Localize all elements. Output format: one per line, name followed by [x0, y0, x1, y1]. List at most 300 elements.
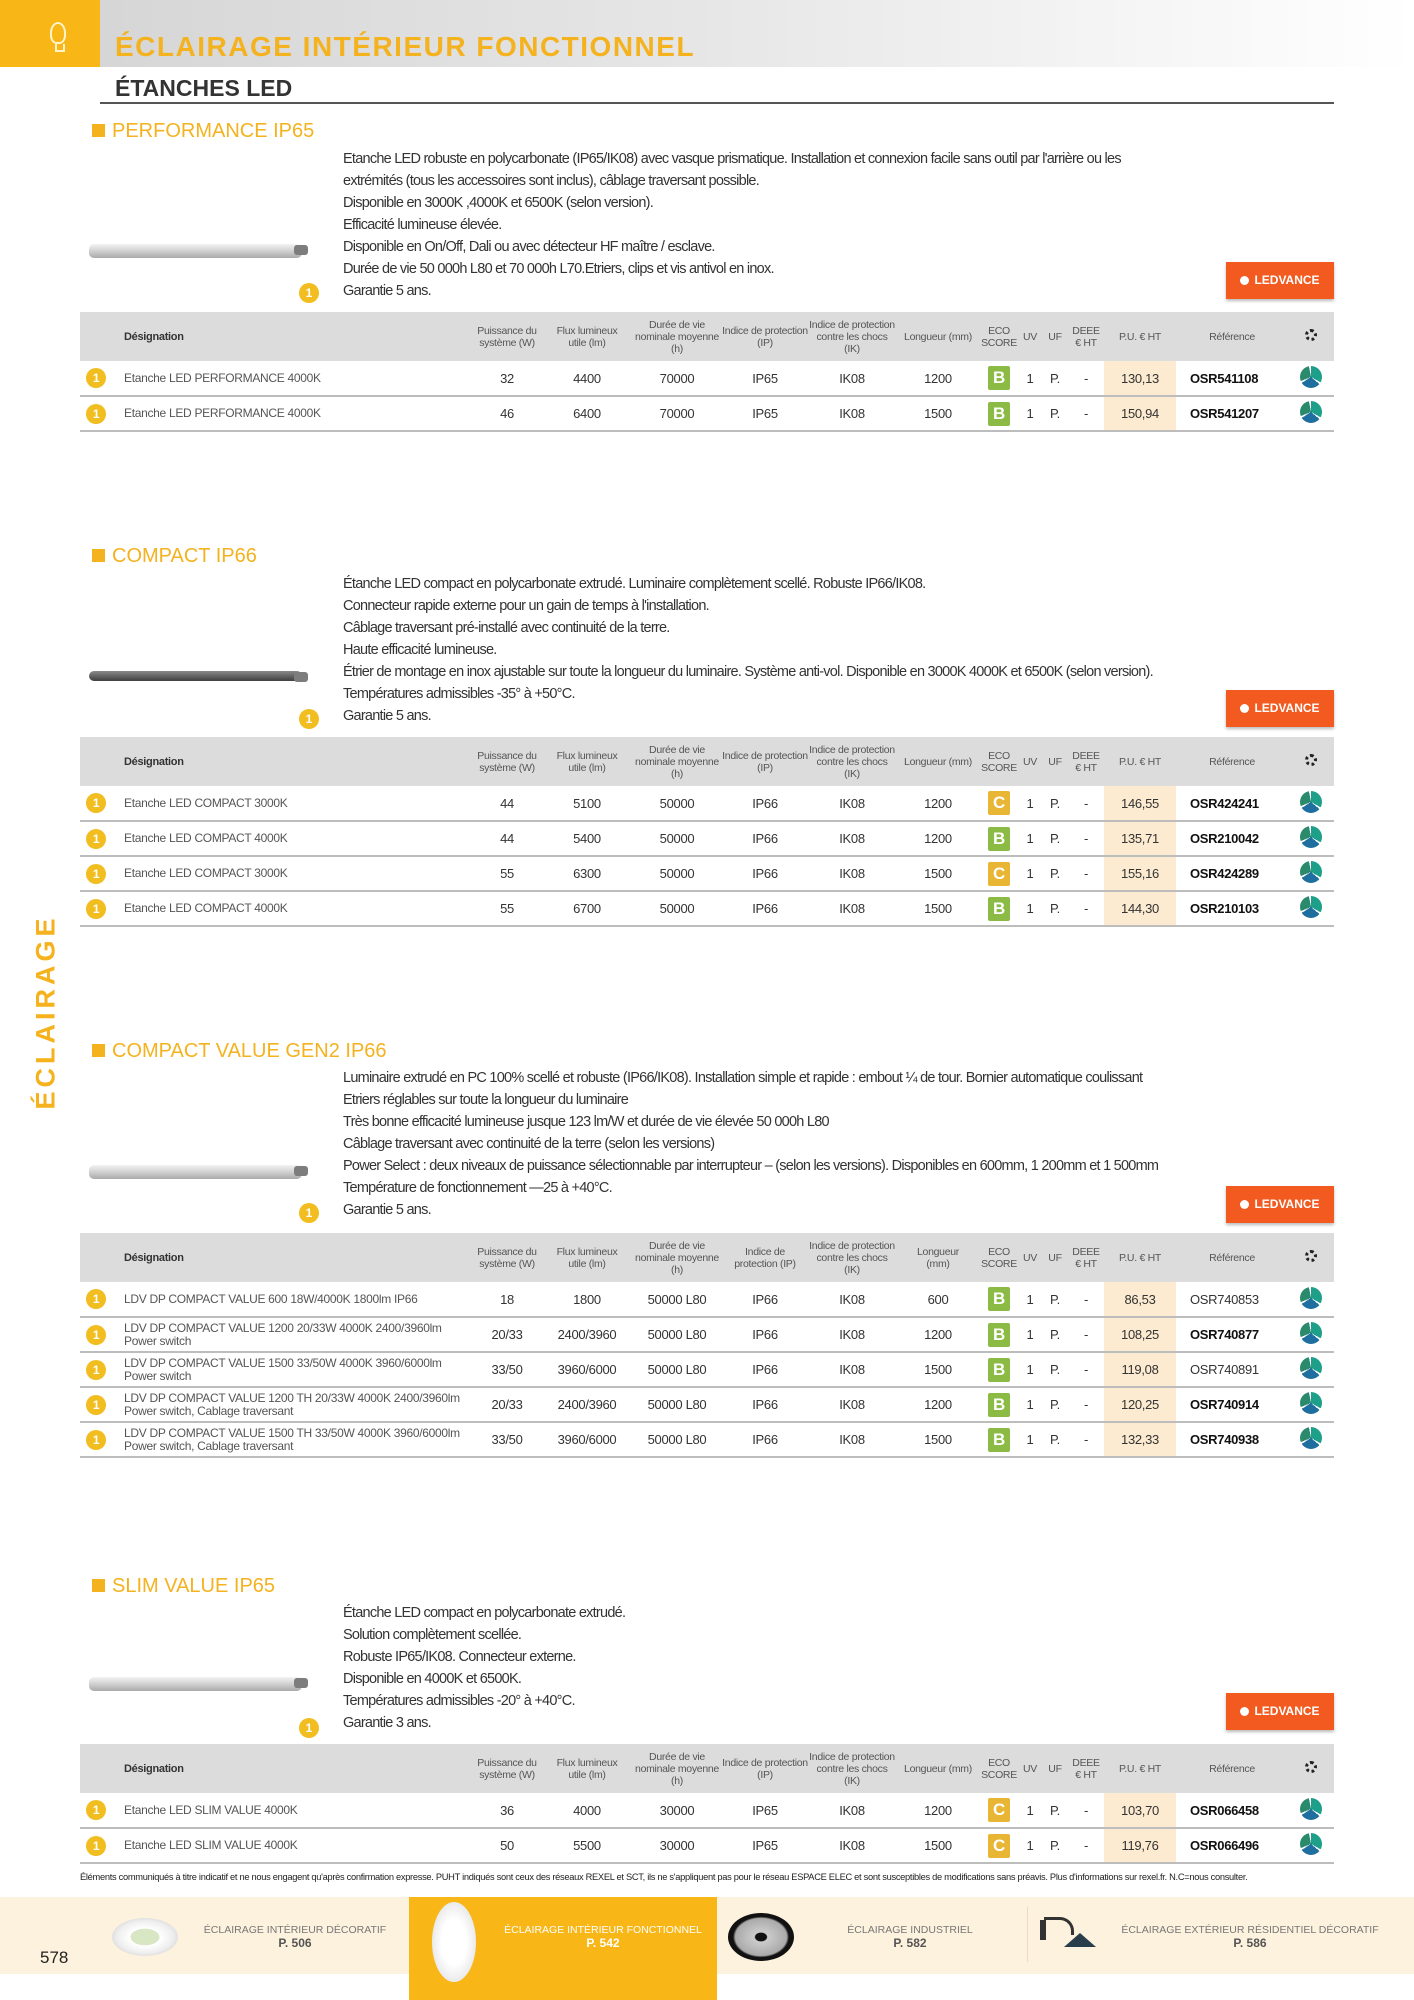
description-line: Robuste IP65/IK08. Connecteur externe. — [343, 1649, 576, 1665]
recycling-icon — [1300, 1833, 1322, 1855]
footer-nav-item-exterieur[interactable] — [1100, 1897, 1400, 1974]
cell-uv: 1 — [1018, 786, 1042, 821]
recycling-icon — [1300, 826, 1322, 848]
section-title: COMPACT VALUE GEN2 IP66 — [92, 1040, 387, 1063]
product-table — [80, 1233, 1334, 1458]
product-table — [80, 312, 1334, 432]
cell-reference[interactable]: OSR740891 — [1176, 1352, 1288, 1387]
footer-nav-item-decoratif[interactable] — [190, 1897, 400, 1974]
column-header: Référence — [1176, 1744, 1288, 1793]
recycling-icon — [1300, 861, 1322, 883]
section-title: PERFORMANCE IP65 — [92, 120, 314, 143]
availability-badge: 1 — [86, 899, 106, 919]
column-header: Longueur (mm) — [896, 312, 980, 361]
cell-reference[interactable]: OSR210042 — [1176, 821, 1288, 856]
recessed-light-icon — [112, 1918, 178, 1956]
cell-duree: 30000 — [632, 1793, 722, 1828]
designation: Etanche LED SLIM VALUE 4000K — [112, 1828, 472, 1863]
column-header: UF — [1042, 1744, 1068, 1793]
cell-reference[interactable]: OSR541207 — [1176, 396, 1288, 431]
cell-puissance: 32 — [472, 361, 542, 396]
designation: Etanche LED COMPACT 3000K — [112, 786, 472, 821]
footer-nav-page: P. 506 — [278, 1936, 312, 1950]
table-row[interactable] — [80, 891, 1334, 926]
cell-uv: 1 — [1018, 856, 1042, 891]
ledvance-logo: LEDVANCE — [1226, 1186, 1334, 1223]
cell-ip: IP66 — [722, 891, 808, 926]
column-header: Durée de vie nominale moyenne (h) — [632, 1744, 722, 1793]
cell-deee: - — [1068, 1387, 1104, 1422]
column-header — [80, 312, 112, 361]
cell-reference[interactable]: OSR424241 — [1176, 786, 1288, 821]
table-row[interactable] — [80, 786, 1334, 821]
availability-badge: 1 — [86, 829, 106, 849]
cell-reference[interactable]: OSR066496 — [1176, 1828, 1288, 1863]
cell-duree: 30000 — [632, 1828, 722, 1863]
column-header: Référence — [1176, 1233, 1288, 1282]
column-header: Indice de protection (IP) — [722, 312, 808, 361]
page-subtitle: ÉTANCHES LED — [115, 75, 293, 101]
cell-puissance: 55 — [472, 856, 542, 891]
column-header: Flux lumineux utile (lm) — [542, 312, 632, 361]
header-icon-box — [0, 0, 100, 67]
description-line: Solution complètement scellée. — [343, 1627, 522, 1643]
column-header: P.U. € HT — [1104, 1233, 1176, 1282]
column-header: P.U. € HT — [1104, 312, 1176, 361]
lightbulb-icon — [50, 22, 66, 44]
description-line: Efficacité lumineuse élevée. — [343, 217, 502, 233]
availability-badge: 1 — [86, 368, 106, 388]
availability-badge: 1 — [86, 404, 106, 424]
table-row[interactable] — [80, 1282, 1334, 1317]
column-header: Référence — [1176, 312, 1288, 361]
column-header: Durée de vie nominale moyenne (h) — [632, 312, 722, 361]
column-header: Flux lumineux utile (lm) — [542, 1744, 632, 1793]
cell-flux: 4000 — [542, 1793, 632, 1828]
cell-deee: - — [1068, 1352, 1104, 1387]
ledvance-logo: LEDVANCE — [1226, 1693, 1334, 1730]
cell-price: 135,71 — [1104, 821, 1176, 856]
ledvance-logo: LEDVANCE — [1226, 262, 1334, 299]
column-header: DEEE € HT — [1068, 1233, 1104, 1282]
recycling-icon — [1300, 1287, 1322, 1309]
cell-reference[interactable]: OSR424289 — [1176, 856, 1288, 891]
cell-longueur: 1500 — [896, 1422, 980, 1457]
cell-uv: 1 — [1018, 361, 1042, 396]
availability-badge: 1 — [86, 1430, 106, 1450]
description-line: Températures admissibles -35° à +50°C. — [343, 686, 575, 702]
cell-uv: 1 — [1018, 1387, 1042, 1422]
column-header: Indice de protection contre les chocs (IK) — [808, 737, 896, 786]
cell-flux: 4400 — [542, 361, 632, 396]
table-row[interactable] — [80, 1793, 1334, 1828]
product-description — [343, 573, 1153, 727]
cell-duree: 70000 — [632, 396, 722, 431]
column-header — [80, 1744, 112, 1793]
eco-score-badge: B — [988, 1287, 1010, 1311]
column-header: Durée de vie nominale moyenne (h) — [632, 737, 722, 786]
cell-duree: 50000 — [632, 856, 722, 891]
cell-ik: IK08 — [808, 1317, 896, 1352]
recycling-icon — [1300, 401, 1322, 423]
column-header: P.U. € HT — [1104, 1744, 1176, 1793]
cell-reference[interactable]: OSR740914 — [1176, 1387, 1288, 1422]
cell-uf: P. — [1042, 786, 1068, 821]
cell-deee: - — [1068, 891, 1104, 926]
availability-badge: 1 — [86, 1289, 106, 1309]
cell-ip: IP66 — [722, 821, 808, 856]
cell-longueur: 1500 — [896, 891, 980, 926]
page-title: ÉCLAIRAGE INTÉRIEUR FONCTIONNEL — [115, 31, 696, 62]
description-line: Disponible en On/Off, Dali ou avec détecteur HF maître / esclave. — [343, 239, 715, 255]
column-header: Puissance du système (W) — [472, 1233, 542, 1282]
cell-price: 130,13 — [1104, 361, 1176, 396]
description-line: Haute efficacité lumineuse. — [343, 642, 497, 658]
availability-badge: 1 — [86, 1395, 106, 1415]
table-header-row — [80, 1744, 1334, 1793]
cell-flux: 6400 — [542, 396, 632, 431]
recycling-icon — [1300, 791, 1322, 813]
column-header: Flux lumineux utile (lm) — [542, 737, 632, 786]
designation: Etanche LED COMPACT 4000K — [112, 891, 472, 926]
designation: LDV DP COMPACT VALUE 600 18W/4000K 1800lm IP66 — [112, 1282, 472, 1317]
cell-flux: 3960/6000 — [542, 1422, 632, 1457]
column-header: DEEE € HT — [1068, 737, 1104, 786]
ledvance-logo: LEDVANCE — [1226, 690, 1334, 727]
cell-flux: 2400/3960 — [542, 1387, 632, 1422]
eco-score-badge: B — [988, 1393, 1010, 1417]
description-line: Câblage traversant pré-installé avec continuité de la terre. — [343, 620, 670, 636]
cell-flux: 5500 — [542, 1828, 632, 1863]
availability-badge: 1 — [299, 709, 319, 729]
cell-uv: 1 — [1018, 1282, 1042, 1317]
cell-longueur: 1500 — [896, 856, 980, 891]
cell-price: 155,16 — [1104, 856, 1176, 891]
column-header: Indice de protection contre les chocs (IK) — [808, 312, 896, 361]
description-line: Etriers réglables sur toute la longueur du luminaire — [343, 1092, 629, 1108]
table-row[interactable] — [80, 1352, 1334, 1387]
cell-ik: IK08 — [808, 786, 896, 821]
column-header: UV — [1018, 312, 1042, 361]
cell-reference[interactable]: OSR541108 — [1176, 361, 1288, 396]
column-header — [80, 1233, 112, 1282]
cell-ip: IP66 — [722, 1352, 808, 1387]
highbay-light-icon — [728, 1913, 794, 1961]
product-description — [343, 148, 1121, 302]
cell-flux: 3960/6000 — [542, 1352, 632, 1387]
cell-deee: - — [1068, 1828, 1104, 1863]
cell-price: 146,55 — [1104, 786, 1176, 821]
table-row[interactable] — [80, 361, 1334, 396]
cell-deee: - — [1068, 856, 1104, 891]
page-number: 578 — [40, 1948, 69, 1967]
column-header: Référence — [1176, 737, 1288, 786]
eco-score-badge: B — [988, 1428, 1010, 1452]
footer-nav-label: ÉCLAIRAGE INDUSTRIEL — [847, 1924, 973, 1936]
cell-price: 144,30 — [1104, 891, 1176, 926]
product-table — [80, 737, 1334, 927]
cell-ik: IK08 — [808, 1282, 896, 1317]
cell-uf: P. — [1042, 361, 1068, 396]
cell-price: 108,25 — [1104, 1317, 1176, 1352]
cell-puissance: 44 — [472, 786, 542, 821]
column-header: Désignation — [112, 312, 472, 361]
cell-longueur: 600 — [896, 1282, 980, 1317]
description-line: Disponible en 4000K et 6500K. — [343, 1671, 522, 1687]
table-header-row — [80, 737, 1334, 786]
footer-nav-label: ÉCLAIRAGE INTÉRIEUR FONCTIONNEL — [504, 1924, 702, 1936]
column-header: Puissance du système (W) — [472, 1744, 542, 1793]
product-description — [343, 1067, 1158, 1221]
cell-reference[interactable]: OSR740853 — [1176, 1282, 1288, 1317]
designation: LDV DP COMPACT VALUE 1500 TH 33/50W 4000K 3960/6000lm Power switch, Cablage traversant — [112, 1422, 472, 1457]
eco-score-badge: B — [988, 827, 1010, 851]
cell-longueur: 1200 — [896, 361, 980, 396]
column-header: UV — [1018, 1744, 1042, 1793]
cell-ip: IP66 — [722, 856, 808, 891]
footer-nav-label: ÉCLAIRAGE EXTÉRIEUR RÉSIDENTIEL DÉCORATIF — [1121, 1924, 1379, 1936]
cell-uv: 1 — [1018, 1317, 1042, 1352]
designation: Etanche LED PERFORMANCE 4000K — [112, 361, 472, 396]
cell-reference[interactable]: OSR740938 — [1176, 1422, 1288, 1457]
cell-ip: IP65 — [722, 1793, 808, 1828]
cell-price: 119,76 — [1104, 1828, 1176, 1863]
cell-duree: 50000 — [632, 891, 722, 926]
cell-puissance: 20/33 — [472, 1387, 542, 1422]
cell-reference[interactable]: OSR210103 — [1176, 891, 1288, 926]
cell-longueur: 1200 — [896, 821, 980, 856]
cell-reference[interactable]: OSR066458 — [1176, 1793, 1288, 1828]
table-row[interactable] — [80, 856, 1334, 891]
column-header: Indice de protection (IP) — [722, 1744, 808, 1793]
table-row[interactable] — [80, 396, 1334, 431]
cell-ik: IK08 — [808, 1352, 896, 1387]
footer-nav-page: P. 582 — [893, 1936, 927, 1950]
cell-ip: IP66 — [722, 1422, 808, 1457]
footer-divider — [1027, 1907, 1028, 1962]
cell-uf: P. — [1042, 396, 1068, 431]
cell-duree: 50000 L80 — [632, 1422, 722, 1457]
cell-flux: 6700 — [542, 891, 632, 926]
table-row[interactable] — [80, 1387, 1334, 1422]
table-header-row — [80, 312, 1334, 361]
column-header: Longueur (mm) — [896, 737, 980, 786]
cell-deee: - — [1068, 1422, 1104, 1457]
description-line: Garantie 3 ans. — [343, 1715, 431, 1731]
description-line: Étanche LED compact en polycarbonate extrudé. Luminaire complètement scellé. Robuste IP66/IK08. — [343, 576, 926, 592]
designation: Etanche LED PERFORMANCE 4000K — [112, 396, 472, 431]
cell-ip: IP66 — [722, 1317, 808, 1352]
cell-ik: IK08 — [808, 821, 896, 856]
column-header: Indice de protection contre les chocs (IK) — [808, 1233, 896, 1282]
cell-ip: IP65 — [722, 396, 808, 431]
footer-nav-item-industriel[interactable] — [800, 1897, 1020, 1974]
cell-puissance: 46 — [472, 396, 542, 431]
cell-ik: IK08 — [808, 1387, 896, 1422]
cell-uv: 1 — [1018, 1352, 1042, 1387]
cell-price: 132,33 — [1104, 1422, 1176, 1457]
recycling-icon — [1300, 1392, 1322, 1414]
availability-badge: 1 — [86, 1360, 106, 1380]
description-line: Etanche LED robuste en polycarbonate (IP65/IK08) avec vasque prismatique. Installation et connexion facile sans outil par l'arrière ou les — [343, 151, 1121, 167]
column-header: Indice de protection (IP) — [722, 737, 808, 786]
recycling-icon — [1300, 896, 1322, 918]
cell-ip: IP66 — [722, 1282, 808, 1317]
table-row[interactable] — [80, 1422, 1334, 1457]
cell-uf: P. — [1042, 1828, 1068, 1863]
cell-uf: P. — [1042, 1793, 1068, 1828]
cell-price: 86,53 — [1104, 1282, 1176, 1317]
column-header: UF — [1042, 312, 1068, 361]
cell-ip: IP65 — [722, 361, 808, 396]
column-header: UV — [1018, 1233, 1042, 1282]
footer-nav-page: P. 542 — [586, 1936, 620, 1950]
cell-longueur: 1200 — [896, 1317, 980, 1352]
cell-duree: 50000 L80 — [632, 1352, 722, 1387]
cell-price: 119,08 — [1104, 1352, 1176, 1387]
availability-badge: 1 — [299, 283, 319, 303]
cell-puissance: 55 — [472, 891, 542, 926]
column-header: Désignation — [112, 1233, 472, 1282]
column-header: UF — [1042, 1233, 1068, 1282]
cell-ik: IK08 — [808, 891, 896, 926]
cell-duree: 70000 — [632, 361, 722, 396]
eco-score-badge: C — [988, 1798, 1010, 1822]
cell-uv: 1 — [1018, 891, 1042, 926]
oval-wall-light-icon — [432, 1902, 476, 1982]
description-line: Température de fonctionnement —25 à +40°C. — [343, 1180, 612, 1196]
availability-badge: 1 — [86, 1325, 106, 1345]
footer-nav-page: P. 586 — [1233, 1936, 1267, 1950]
cell-puissance: 20/33 — [472, 1317, 542, 1352]
recycling-icon — [1300, 366, 1322, 388]
cell-longueur: 1500 — [896, 396, 980, 431]
cell-flux: 2400/3960 — [542, 1317, 632, 1352]
cell-longueur: 1500 — [896, 1828, 980, 1863]
table-row[interactable] — [80, 1828, 1334, 1863]
cell-ik: IK08 — [808, 856, 896, 891]
column-header: DEEE € HT — [1068, 312, 1104, 361]
recycling-header-icon — [1288, 737, 1334, 786]
cell-uv: 1 — [1018, 1422, 1042, 1457]
column-header: Désignation — [112, 1744, 472, 1793]
description-line: Câblage traversant avec continuité de la terre (selon les versions) — [343, 1136, 715, 1152]
cell-deee: - — [1068, 1793, 1104, 1828]
cell-deee: - — [1068, 821, 1104, 856]
cell-price: 120,25 — [1104, 1387, 1176, 1422]
column-header: ECO SCORE — [980, 1744, 1018, 1793]
table-header-row — [80, 1233, 1334, 1282]
product-description — [343, 1602, 625, 1734]
cell-duree: 50000 L80 — [632, 1387, 722, 1422]
cell-deee: - — [1068, 1317, 1104, 1352]
cell-price: 103,70 — [1104, 1793, 1176, 1828]
description-line: Connecteur rapide externe pour un gain de temps à l'installation. — [343, 598, 709, 614]
column-header: ECO SCORE — [980, 312, 1018, 361]
description-line: Étanche LED compact en polycarbonate extrudé. — [343, 1605, 626, 1621]
cell-deee: - — [1068, 396, 1104, 431]
eco-score-badge: C — [988, 1834, 1010, 1858]
description-line: Durée de vie 50 000h L80 et 70 000h L70.Etriers, clips et vis antivol en inox. — [343, 261, 774, 277]
cell-puissance: 36 — [472, 1793, 542, 1828]
eco-score-badge: C — [988, 791, 1010, 815]
cell-puissance: 44 — [472, 821, 542, 856]
column-header: DEEE € HT — [1068, 1744, 1104, 1793]
cell-reference[interactable]: OSR740877 — [1176, 1317, 1288, 1352]
designation: LDV DP COMPACT VALUE 1200 20/33W 4000K 2400/3960lm Power switch — [112, 1317, 472, 1352]
cell-ik: IK08 — [808, 396, 896, 431]
description-line: Garantie 5 ans. — [343, 708, 431, 724]
disclaimer: Éléments communiqués à titre indicatif et ne nous engagent qu'après confirmation expresse. PUHT indiqués sont ceux des réseaux REXEL et SCT, ils ne s'appliquent pas pour le réseau ESPACE ELEC et sont susceptibles de modifications sans préavis. Plus d'informations sur rexel.fr. N.C=nous consulter. — [80, 1872, 1248, 1882]
designation: LDV DP COMPACT VALUE 1500 33/50W 4000K 3960/6000lm Power switch — [112, 1352, 472, 1387]
availability-badge: 1 — [299, 1203, 319, 1223]
cell-uf: P. — [1042, 821, 1068, 856]
description-line: Très bonne efficacité lumineuse jusque 123 lm/W et durée de vie élevée 50 000h L80 — [343, 1114, 829, 1130]
table-row[interactable] — [80, 1317, 1334, 1352]
cell-longueur: 1200 — [896, 786, 980, 821]
eco-score-badge: B — [988, 1358, 1010, 1382]
cell-ip: IP65 — [722, 1828, 808, 1863]
recycling-icon — [1300, 1427, 1322, 1449]
column-header: Puissance du système (W) — [472, 737, 542, 786]
column-header: Longueur (mm) — [896, 1744, 980, 1793]
cell-ik: IK08 — [808, 1422, 896, 1457]
description-line: Températures admissibles -20° à +40°C. — [343, 1693, 575, 1709]
outdoor-wall-lamp-icon — [1040, 1915, 1098, 1955]
column-header: Longueur (mm) — [896, 1233, 980, 1282]
description-line: Garantie 5 ans. — [343, 1202, 431, 1218]
product-image — [89, 244, 302, 258]
product-image — [89, 671, 302, 681]
subtitle-divider — [100, 102, 1334, 104]
cell-duree: 50000 L80 — [632, 1317, 722, 1352]
column-header: P.U. € HT — [1104, 737, 1176, 786]
recycling-icon — [1300, 1322, 1322, 1344]
product-image — [89, 1165, 302, 1179]
cell-uv: 1 — [1018, 821, 1042, 856]
cell-uv: 1 — [1018, 396, 1042, 431]
cell-flux: 1800 — [542, 1282, 632, 1317]
table-row[interactable] — [80, 821, 1334, 856]
description-line: Disponible en 3000K ,4000K et 6500K (selon version). — [343, 195, 654, 211]
cell-flux: 5100 — [542, 786, 632, 821]
cell-ik: IK08 — [808, 1793, 896, 1828]
column-header: Puissance du système (W) — [472, 312, 542, 361]
eco-score-badge: B — [988, 402, 1010, 426]
cell-puissance: 33/50 — [472, 1422, 542, 1457]
cell-duree: 50000 — [632, 786, 722, 821]
product-image — [89, 1677, 302, 1691]
cell-duree: 50000 L80 — [632, 1282, 722, 1317]
cell-uv: 1 — [1018, 1793, 1042, 1828]
cell-ik: IK08 — [808, 361, 896, 396]
column-header: Durée de vie nominale moyenne (h) — [632, 1233, 722, 1282]
recycling-icon — [1300, 1798, 1322, 1820]
eco-score-badge: B — [988, 1323, 1010, 1347]
column-header: Indice de protection (IP) — [722, 1233, 808, 1282]
cell-puissance: 50 — [472, 1828, 542, 1863]
description-line: Étrier de montage en inox ajustable sur toute la longueur du luminaire. Système anti-vol. Disponible en 3000K 4000K et 6500K (selon version). — [343, 664, 1153, 680]
eco-score-badge: B — [988, 897, 1010, 921]
availability-badge: 1 — [86, 1800, 106, 1820]
footer-nav-label: ÉCLAIRAGE INTÉRIEUR DÉCORATIF — [203, 1924, 387, 1936]
cell-uf: P. — [1042, 856, 1068, 891]
column-header: ECO SCORE — [980, 1233, 1018, 1282]
cell-puissance: 18 — [472, 1282, 542, 1317]
availability-badge: 1 — [86, 1836, 106, 1856]
cell-deee: - — [1068, 361, 1104, 396]
designation: Etanche LED COMPACT 3000K — [112, 856, 472, 891]
